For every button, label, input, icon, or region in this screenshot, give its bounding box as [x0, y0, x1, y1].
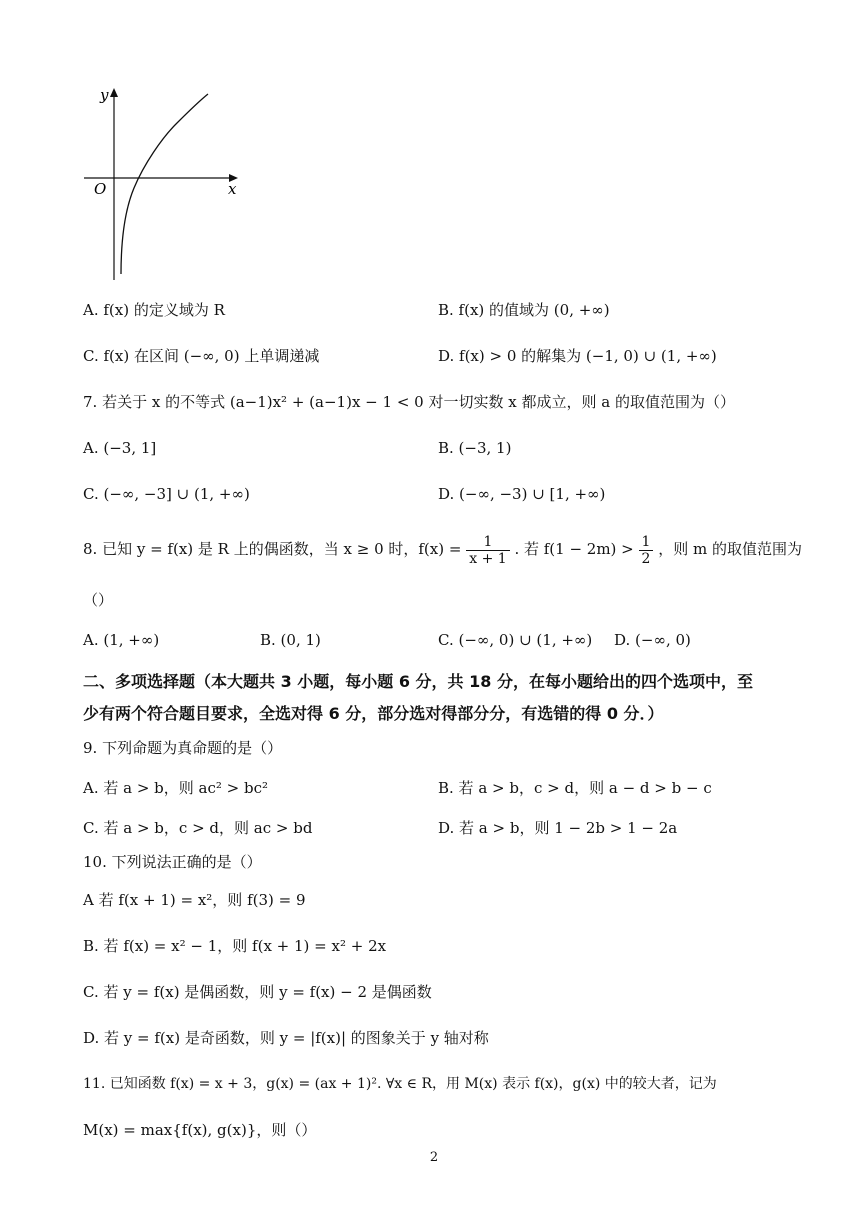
- q8-fraction-2: [639, 534, 654, 567]
- q6-option-b: B. f(x) 的值域为 (0, +∞): [438, 301, 610, 319]
- q8-fraction-1: [466, 534, 509, 567]
- q10-option-a: A 若 f(x + 1) = x²，则 f(3) = 9: [83, 891, 306, 909]
- q8-stem-line2: （）: [83, 591, 114, 609]
- q8-fraction-1-denominator: x + 1: [469, 550, 507, 567]
- y-axis-label: y: [100, 86, 109, 104]
- q9-option-a: A. 若 a > b，则 ac² > bc²: [83, 779, 269, 797]
- q9-stem: 9. 下列命题为真命题的是（）: [83, 739, 283, 757]
- q10-stem: 10. 下列说法正确的是（）: [83, 853, 262, 871]
- origin-label: O: [94, 180, 107, 198]
- q8-fraction-2-denominator: 2: [641, 550, 651, 567]
- q7-option-c: C. (−∞, −3] ∪ (1, +∞): [83, 485, 250, 503]
- q8-fraction-1-numerator: 1: [466, 534, 509, 551]
- q10-option-b: B. 若 f(x) = x² − 1，则 f(x + 1) = x² + 2x: [83, 937, 387, 955]
- q8-stem-pre: 8. 已知 y = f(x) 是 R 上的偶函数，当 x ≥ 0 时，f(x) =: [83, 540, 462, 558]
- section-2-heading-line2: 少有两个符合题目要求，全选对得 6 分，部分选对得部分分，有选错的得 0 分．）: [83, 704, 664, 723]
- q7-stem: 7. 若关于 x 的不等式 (a−1)x² + (a−1)x − 1 < 0 对一切实数 x 都成立，则 a 的取值范围为（）: [83, 393, 735, 411]
- q9-option-c: C. 若 a > b，c > d，则 ac > bd: [83, 819, 313, 837]
- q10-option-c: C. 若 y = f(x) 是偶函数，则 y = f(x) − 2 是偶函数: [83, 983, 432, 1001]
- q8-option-b: B. (0, 1): [260, 631, 321, 649]
- q7-option-b: B. (−3, 1): [438, 439, 512, 457]
- q8-stem-mid: . 若 f(1 − 2m) >: [514, 540, 634, 558]
- q8-option-d: D. (−∞, 0): [614, 631, 691, 649]
- q7-option-a: A. (−3, 1]: [83, 439, 157, 457]
- q11-stem-line1: 11. 已知函数 f(x) = x + 3，g(x) = (ax + 1)². ∀x ∈ R，用 M(x) 表示 f(x)，g(x) 中的较大者，记为: [83, 1076, 717, 1092]
- q6-option-a: A. f(x) 的定义域为 R: [83, 301, 225, 319]
- function-graph: [80, 84, 250, 286]
- q6-option-c: C. f(x) 在区间 (−∞, 0) 上单调递减: [83, 347, 320, 365]
- function-curve: [121, 94, 208, 274]
- page-number: 2: [429, 1150, 439, 1165]
- q9-option-b: B. 若 a > b，c > d，则 a − d > b − c: [438, 779, 712, 797]
- q9-option-d: D. 若 a > b，则 1 − 2b > 1 − 2a: [438, 819, 678, 837]
- q8-stem-post: ，则 m 的取值范围为: [658, 540, 802, 558]
- q7-option-d: D. (−∞, −3) ∪ [1, +∞): [438, 485, 606, 503]
- q6-option-d: D. f(x) > 0 的解集为 (−1, 0) ∪ (1, +∞): [438, 347, 717, 365]
- x-axis: [84, 174, 238, 182]
- q10-option-d: D. 若 y = f(x) 是奇函数，则 y = |f(x)| 的图象关于 y 轴对称: [83, 1029, 489, 1047]
- q8-option-a: A. (1, +∞): [83, 631, 160, 649]
- q8-option-c: C. (−∞, 0) ∪ (1, +∞): [438, 631, 593, 649]
- q11-stem-line2: M(x) = max{f(x), g(x)}，则（）: [83, 1121, 317, 1139]
- x-axis-label: x: [228, 180, 237, 198]
- section-2-heading-line1: 二、多项选择题（本大题共 3 小题，每小题 6 分，共 18 分，在每小题给出的四个选项中，至: [83, 672, 753, 691]
- q8-fraction-2-numerator: 1: [639, 534, 654, 551]
- y-axis: [110, 88, 118, 280]
- q8-stem: [83, 532, 802, 567]
